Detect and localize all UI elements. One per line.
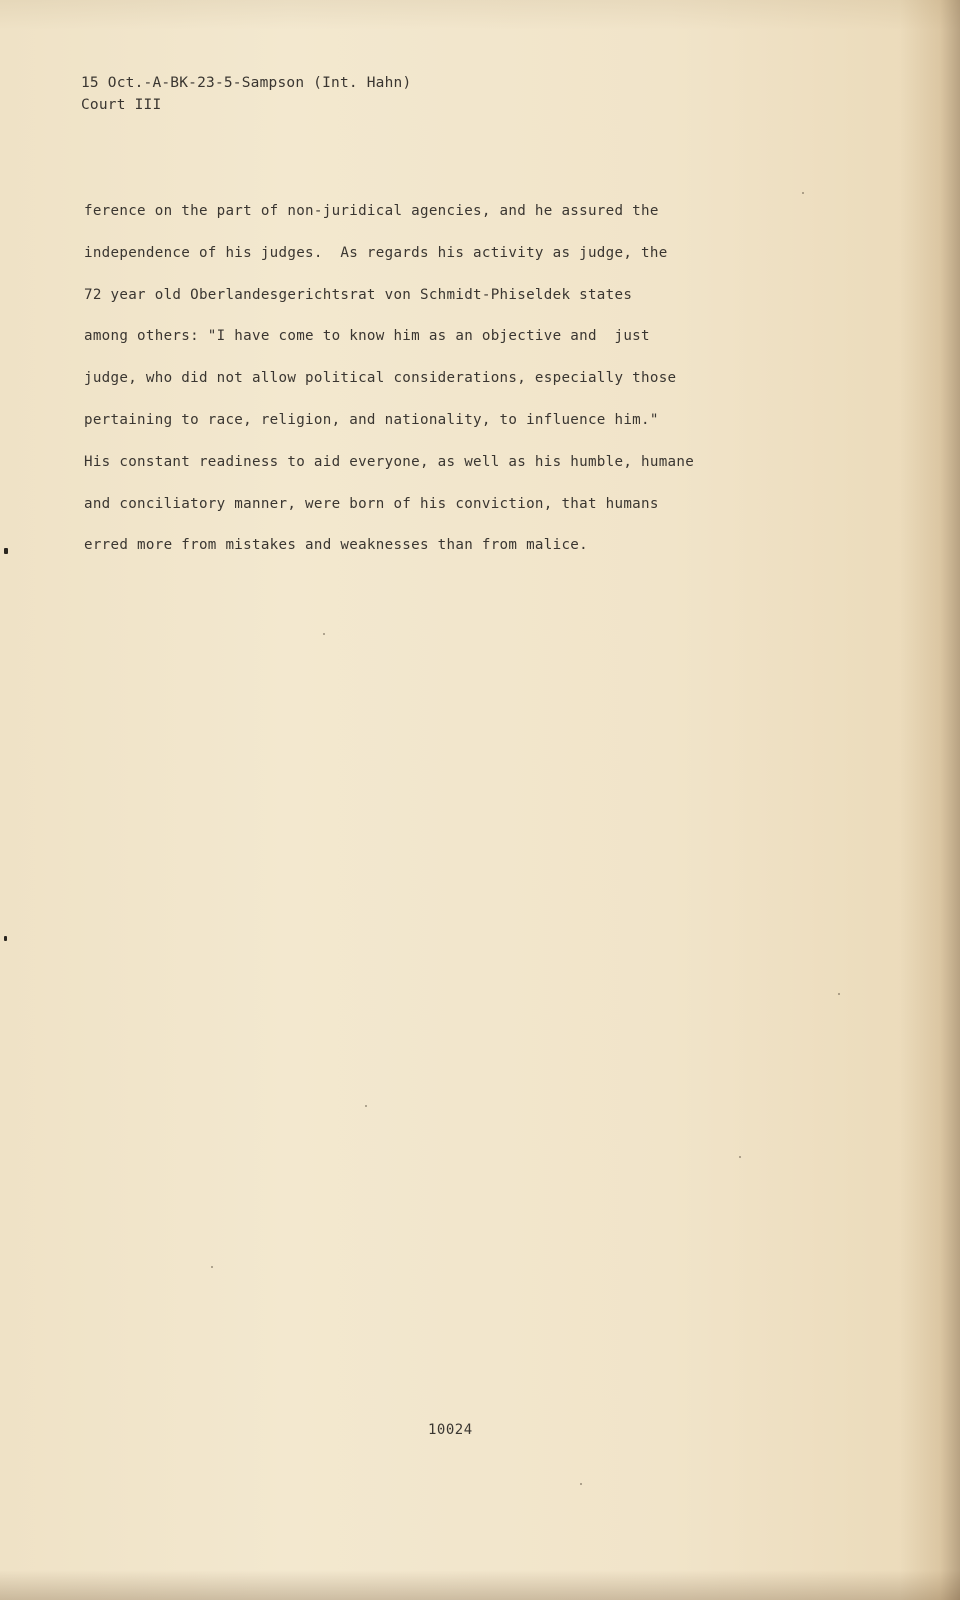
paper-speck: [739, 1156, 741, 1158]
body-line: erred more from mistakes and weaknesses than from malice.: [84, 537, 588, 554]
edge-mark: [4, 548, 8, 554]
page-number: 10024: [428, 1422, 473, 1438]
document-header: [81, 72, 411, 116]
document-body: [84, 191, 694, 567]
body-line: His constant readiness to aid everyone, as well as his humble, humane: [84, 453, 695, 470]
paper-speck: [802, 192, 804, 194]
header-case-reference: 15 Oct.-A-BK-23-5-Sampson (Int. Hahn): [81, 75, 412, 91]
paper-speck: [211, 1266, 213, 1268]
body-line: pertaining to race, religion, and nationality, to influence him.": [84, 411, 659, 428]
body-line: judge, who did not allow political considerations, especially those: [84, 370, 677, 387]
edge-mark: [4, 936, 7, 941]
body-line: independence of his judges. As regards his activity as judge, the: [84, 244, 668, 261]
paper-speck: [323, 633, 325, 635]
body-line: and conciliatory manner, were born of his conviction, that humans: [84, 495, 659, 512]
paper-speck: [580, 1483, 582, 1485]
body-line: among others: "I have come to know him as an objective and just: [84, 328, 650, 345]
paper-speck: [365, 1105, 367, 1107]
body-line: ference on the part of non-juridical agencies, and he assured the: [84, 203, 659, 219]
header-court: Court III: [81, 97, 162, 113]
body-line: 72 year old Oberlandesgerichtsrat von Schmidt-Phiseldek states: [84, 286, 633, 303]
paper-speck: [838, 993, 840, 995]
